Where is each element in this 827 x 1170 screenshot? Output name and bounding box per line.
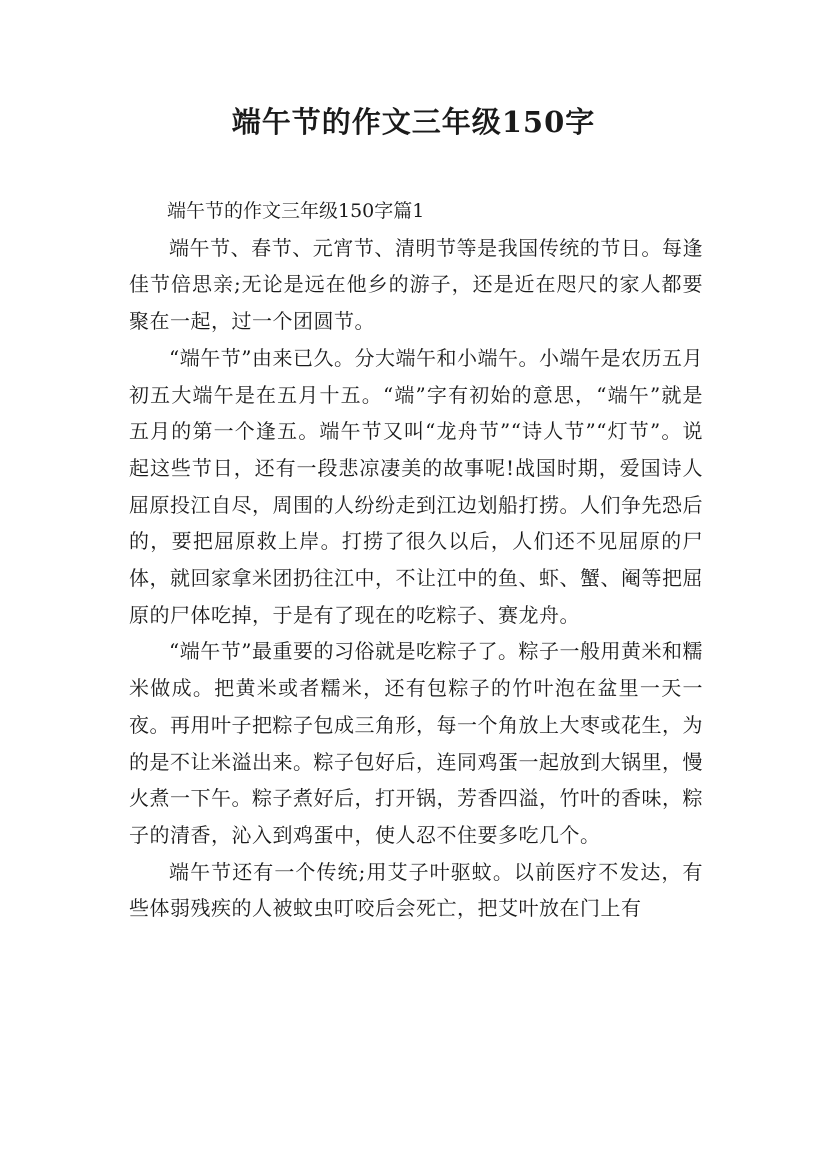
- paragraph-1: 端午节、春节、元宵节、清明节等是我国传统的节日。每逢佳节倍思亲;无论是远在他乡的游子，还是近在咫尺的家人都要聚在一起，过一个团圆节。: [129, 235, 703, 334]
- document-body: [129, 193, 703, 927]
- paragraph-2: “端午节”由来已久。分大端午和小端午。小端午是农历五月初五大端午是在五月十五。“端”字有初始的意思，“端午”就是五月的第一个逢五。端午节又叫“龙舟节”“诗人节”“灯节”。说起这些节日，还有一段悲凉凄美的故事呢!战国时期，爱国诗人屈原投江自尽，周围的人纷纷走到江边划船打捞。人们争先恐后的，要把屈原救上岸。打捞了很久以后，人们还不见屈原的尸体，就回家拿米团扔往江中，不让江中的鱼、虾、蟹、阉等把屈原的尸体吃掉，于是有了现在的吃粽子、赛龙舟。: [129, 345, 703, 627]
- page-title: 端午节的作文三年级150字: [231, 105, 596, 139]
- section-title: 端午节的作文三年级150字篇1: [167, 200, 425, 222]
- paragraph-3: “端午节”最重要的习俗就是吃粽子了。粽子一般用黄米和糯米做成。把黄米或者糯米，还有包粽子的竹叶泡在盆里一天一夜。再用叶子把粽子包成三角形，每一个角放上大枣或花生，为的是不让米溢出来。粽子包好后，连同鸡蛋一起放到大锅里，慢火煮一下午。粽子煮好后，打开锅，芳香四溢，竹叶的香味，粽子的清香，沁入到鸡蛋中，使人忍不住要多吃几个。: [129, 639, 703, 847]
- paragraph-4: 端午节还有一个传统;用艾子叶驱蚊。以前医疗不发达，有些体弱残疾的人被蚊虫叮咬后会死亡，把艾叶放在门上有: [129, 859, 703, 921]
